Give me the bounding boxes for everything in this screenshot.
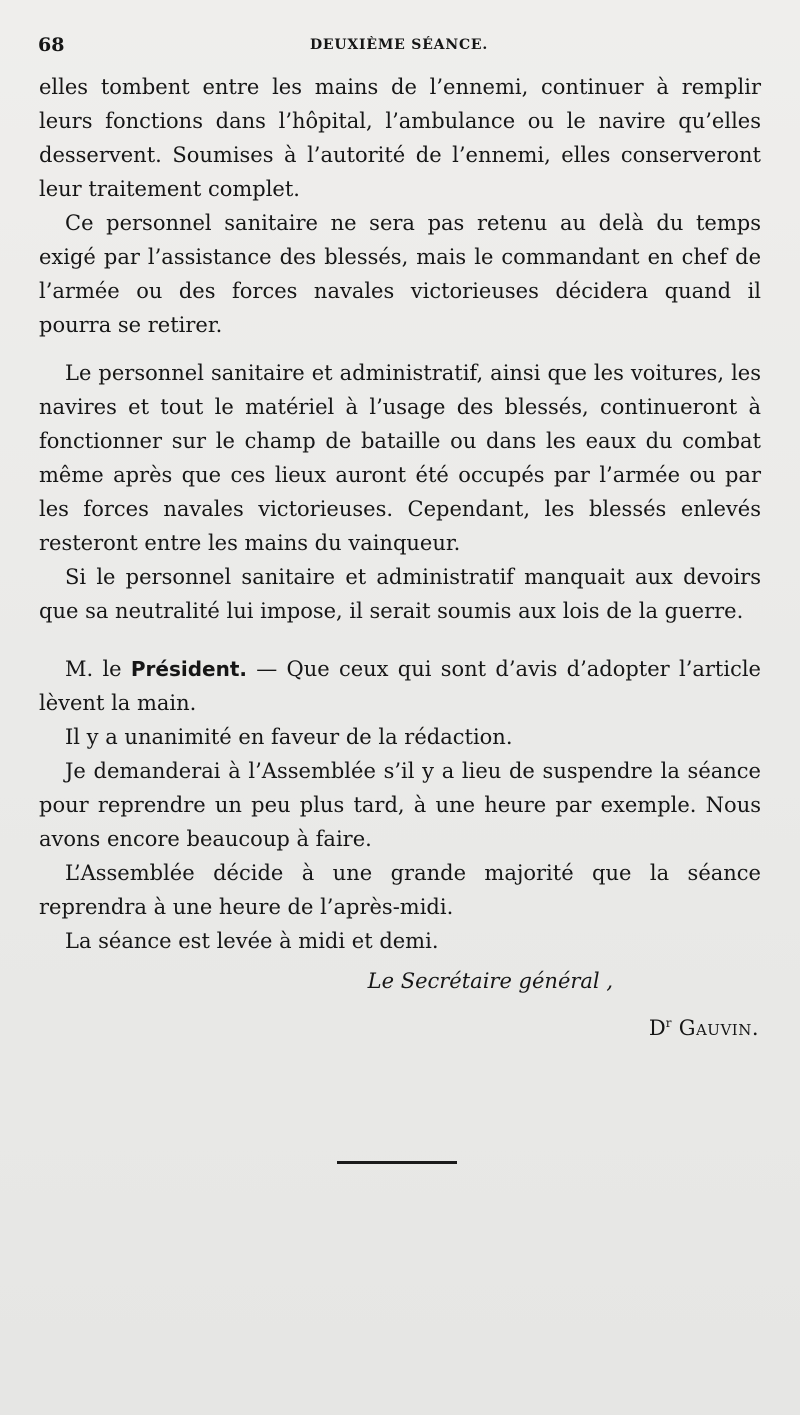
signature-title: Le Secrétaire général ,: [367, 969, 613, 993]
paragraph-continuation: elles tombent entre les mains de l’ennemi, continuer à remplir leurs fonctions dans l’hôpital, l’ambulance ou le navire qu’elles desservent. Soumises à l’autorité de l’ennemi, elles conserveront leur traitement complet.: [39, 75, 761, 201]
doctor-prefix: D: [648, 1016, 666, 1040]
end-rule: [337, 1161, 457, 1164]
paragraph: Je demanderai à l’Assemblée s’il y a lieu de suspendre la séance pour reprendre un peu plus tard, à une heure par exemple. Nous avons encore beaucoup à faire.: [39, 759, 761, 851]
paragraph: Ce personnel sanitaire ne sera pas retenu au delà du temps exigé par l’assistance des blessés, mais le commandant en chef de l’armée ou des forces navales victorieuses décidera quand il pourra se retirer.: [39, 211, 761, 337]
speaker-name: Président.: [130, 657, 247, 681]
signature-name: [39, 1006, 761, 1045]
paragraph: L’Assemblée décide à une grande majorité que la séance reprendra à une heure de l’après-midi.: [39, 861, 761, 919]
paragraph: Il y a unanimité en faveur de la rédaction.: [65, 725, 513, 749]
paragraph: Si le personnel sanitaire et administratif manquait aux devoirs que sa neutralité lui impose, il serait soumis aux lois de la guerre.: [39, 565, 761, 623]
page-number: 68: [38, 34, 65, 56]
running-title: DEUXIÈME SÉANCE.: [309, 37, 489, 53]
paragraph: Le personnel sanitaire et administratif, ainsi que les voitures, les navires et tout le matériel à l’usage des blessés, continueront à fonctionner sur le champ de bataille ou dans les eaux du combat même après que ces lieux auront été occupés par l’armée ou par les forces navales victorieuses. Cependant, les blessés enlevés resteront entre les mains du vainqueur.: [39, 361, 761, 555]
body-text: [39, 70, 761, 1045]
speaker-text: — Que ceux qui sont d’avis d’adopter l’article lèvent la main.: [39, 657, 761, 715]
speaker-prefix: M. le: [65, 657, 131, 681]
paragraph: La séance est levée à midi et demi.: [65, 929, 439, 953]
signatory-name: Gauvin.: [671, 1016, 759, 1040]
president-paragraph: [39, 652, 761, 720]
signature-block: [39, 964, 761, 1045]
doctor-superscript: r: [665, 1016, 672, 1030]
page-header: [38, 34, 760, 58]
